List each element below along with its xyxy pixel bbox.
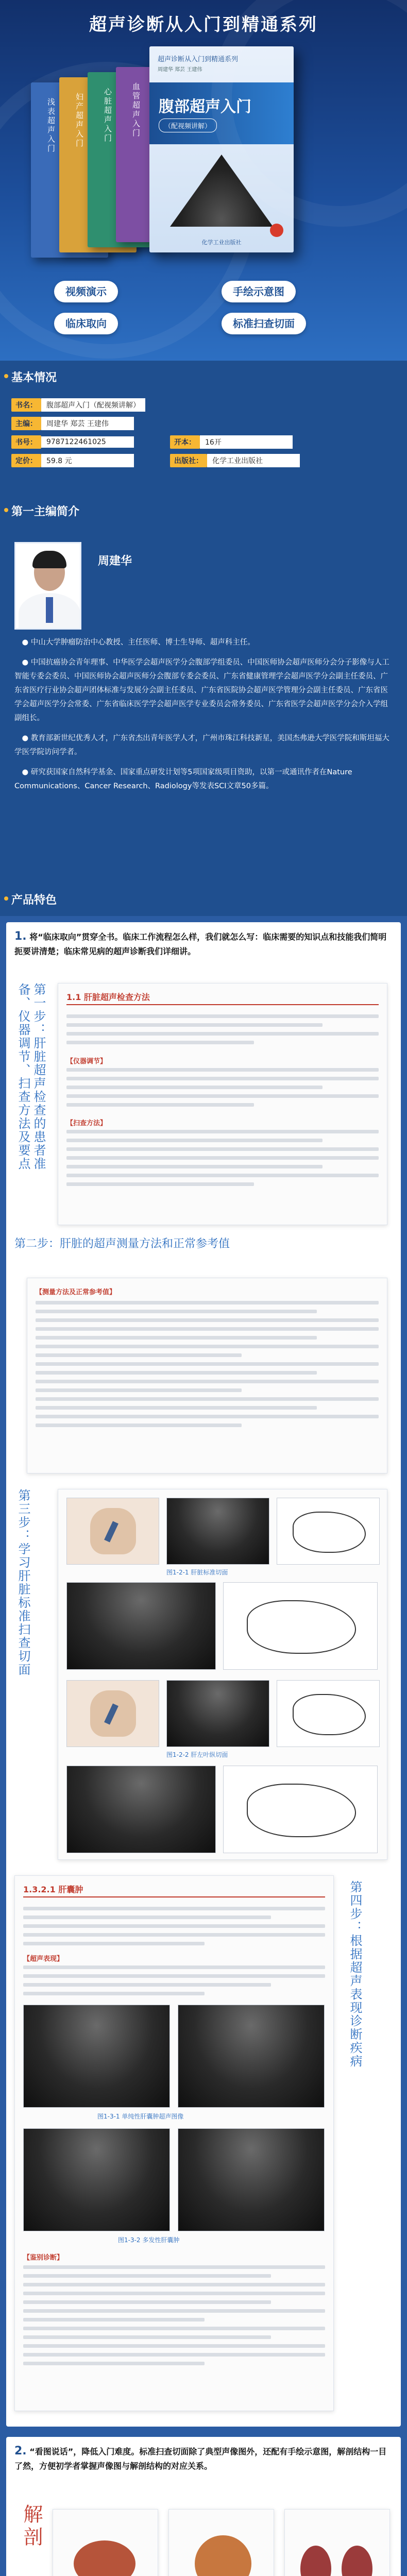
ultrasound-image [178, 2128, 325, 2231]
feature-intro [14, 929, 391, 959]
section-title: 第一主编简介 [11, 505, 80, 518]
cover-publisher: 化学工业出版社 [201, 239, 242, 246]
page-box-heading: 【仪器调节】 [66, 1058, 107, 1065]
book-page-1 [58, 983, 387, 1225]
author-bio [14, 636, 393, 800]
ultrasound-image [66, 1766, 216, 1853]
ultrasound-image [23, 2128, 170, 2231]
anatomy-illustrations [53, 2509, 393, 2576]
page-box-heading: 【超声表现】 [23, 1955, 64, 1963]
anatomy-drawing [284, 2509, 390, 2576]
figure-caption: 图1-3-2 多发性肝囊肿 [118, 2236, 180, 2244]
page-box-heading: 【鉴别诊断】 [23, 2254, 64, 2262]
feature-number: 1. [14, 930, 27, 943]
anatomy-label-big: 解剖 [20, 2504, 43, 2549]
info-key: 书名： [11, 398, 41, 412]
spine-label: 心脏超声入门 [103, 88, 112, 143]
ultrasound-image [178, 2005, 325, 2108]
info-row-price [11, 453, 134, 468]
cover-series: 超声诊断从入门到精通系列 [158, 56, 239, 63]
info-row-editors [11, 416, 134, 431]
info-value: 9787122461025 [41, 436, 134, 448]
page-section-title: 1.1 肝脏超声检查方法 [66, 992, 150, 1002]
author-header [0, 495, 407, 528]
section-title: 产品特色 [11, 894, 57, 907]
info-row-isbn [11, 435, 134, 449]
info-key: 主编： [11, 417, 41, 430]
info-key: 书号： [11, 435, 41, 449]
anatomy-label [18, 2504, 46, 2549]
basic-info [0, 394, 407, 495]
book-page-4 [14, 1875, 334, 2411]
spine-label: 浅表超声入门 [46, 98, 56, 154]
page-box-heading: 【测量方法及正常参考值】 [36, 1289, 116, 1296]
spine-label: 血管超声入门 [131, 82, 141, 138]
bio-paragraph: ● 中国抗癌协会青年理事、中华医学会超声医学分会腹部学组委员、中国医师协会超声医师分会分子影像与人工智能专委会委员、中国医师协会超声医师分会腹部专委会委员、广东省健康管理学会超声医学分会副主任委员、广东省医疗行业协会超声团体标准与发展分会副主任委员、广东省医院协会超声医学管理分会副主任委员、广东省医学会超声医学分会常委、广东省临床医学学会超声医学专业委员会常务委员、广东省医学会超声医学分会介入学组副组长。 [14, 658, 389, 722]
bullet-icon [4, 374, 8, 378]
hand-drawn-diagram [277, 1498, 380, 1565]
author-photo [14, 542, 81, 630]
hero-banner [0, 0, 407, 361]
author-profile [0, 528, 407, 883]
cover-title: 腹部超声入门 [159, 98, 251, 116]
cover-ultrasound-image [170, 155, 273, 227]
cover-authors: 周建华 郑芸 王建伟 [158, 67, 202, 73]
bio-paragraph: ● 研究获国家自然科学基金、国家重点研发计划等5项国家级项目资助，以第一或通讯作者在Nature Communications、Cancer Research、Radiology等发表SCI文章50多篇。 [14, 768, 352, 790]
ultrasound-image [23, 2005, 170, 2108]
info-row-publisher [170, 453, 300, 468]
hand-drawn-diagram [277, 1680, 380, 1747]
book-page-2 [27, 1278, 387, 1473]
book-cover [149, 46, 294, 252]
publisher-logo-icon [270, 224, 283, 237]
basic-info-header [0, 361, 407, 394]
features-header [0, 883, 407, 916]
feature-card-2 [6, 2437, 401, 2576]
feature-number: 2. [14, 2445, 27, 2458]
bio-paragraph: ● 中山大学肿瘤防治中心教授、主任医师、博士生导师、超声科主任。 [22, 638, 255, 647]
bullet-icon [4, 896, 8, 901]
info-row-title [11, 398, 145, 412]
tag-clinical: 临床取向 [54, 313, 118, 334]
scan-position-photo [66, 1680, 159, 1747]
info-key: 开本： [170, 435, 200, 449]
author-name: 周建华 [98, 555, 132, 568]
tag-standard-view: 标准扫查切面 [222, 313, 306, 334]
info-value: 腹部超声入门（配视频讲解） [41, 398, 145, 412]
info-value: 化学工业出版社 [207, 454, 300, 467]
figure-caption: 图1-2-1 肝脏标准切面 [166, 1569, 228, 1576]
step-3-label: 第三步：学习肝脏标准扫查切面 [16, 1489, 30, 1676]
info-key: 定价： [11, 454, 41, 467]
info-value: 16开 [200, 435, 293, 449]
section-title: 基本情况 [11, 371, 57, 384]
feature-text: “看图说话”，降低入门难度。标准扫查切面除了典型声像图外，还配有手绘示意图，解剖结构一目了然，方便初学者掌握声像图与解剖结构的对应关系。 [14, 2447, 387, 2471]
ultrasound-image [166, 1498, 269, 1565]
hand-drawn-diagram [223, 1582, 378, 1670]
step-2-label: 第二步：肝脏的超声测量方法和正常参考值 [14, 1238, 230, 1250]
feature-intro [14, 2444, 391, 2473]
info-value: 59.8 元 [41, 454, 134, 467]
info-row-format [170, 435, 293, 449]
scan-position-photo [66, 1498, 159, 1565]
hand-drawn-diagram [223, 1766, 378, 1853]
hero-title: 超声诊断从入门到精通系列 [89, 14, 318, 35]
cover-subtitle: （配视频讲解） [159, 118, 217, 132]
bio-text: 中山大学肿瘤防治中心教授、主任医师、博士生导师、超声科主任。 [30, 638, 255, 647]
info-value: 周建华 郑芸 王建伟 [41, 417, 134, 430]
spine-label: 妇产超声入门 [75, 93, 84, 148]
info-key: 出版社： [170, 454, 207, 467]
bio-text: 教育部新世纪优秀人才，广东省杰出青年医学人才，广州市珠江科技新星，美国杰弗逊大学医学院和斯坦福大学医学院访问学者。 [14, 734, 389, 756]
tag-video: 视频演示 [54, 281, 118, 302]
bio-text: 中国抗癌协会青年理事、中华医学会超声医学分会腹部学组委员、中国医师协会超声医师分会分子影像与人工智能专委会委员、中国医师协会超声医师分会腹部专委会委员、广东省健康管理学会超声医学分会副主任委员、广东省医疗行业协会超声团体标准与发展分会副主任委员、广东省医院协会超声医学管理分会副主任委员、广东省医学会超声医学分会常委、广东省临床医学学会超声医学专业委员会常务委员、广东省医学会超声医学分会介入学组副组长。 [14, 658, 389, 722]
ultrasound-image [166, 1680, 269, 1747]
feature-card-1 [6, 922, 401, 2427]
page-section-title: 1.3.2.1 肝囊肿 [23, 1885, 83, 1894]
bullet-icon [4, 508, 8, 512]
page-box-heading: 【扫查方法】 [66, 1120, 107, 1127]
ultrasound-image [66, 1582, 216, 1670]
anatomy-drawing [168, 2509, 274, 2576]
tag-hand-drawn: 手绘示意图 [222, 281, 296, 302]
book-page-3 [58, 1489, 387, 1860]
bio-text: 研究获国家自然科学基金、国家重点研发计划等5项国家级项目资助，以第一或通讯作者在Nature Communications、Cancer Research、Radiology等发表SCI文章50多篇。 [14, 768, 352, 790]
book-stack [31, 46, 381, 263]
feature-text: 将“临床取向”贯穿全书。临床工作流程怎么样，我们就怎么写：临床需要的知识点和技能我们简明扼要讲清楚；临床常见病的超声诊断我们详细讲。 [14, 932, 387, 956]
bio-paragraph: ● 教育部新世纪优秀人才，广东省杰出青年医学人才，广州市珠江科技新星，美国杰弗逊大学医学院和斯坦福大学医学院访问学者。 [14, 734, 389, 756]
anatomy-drawing [53, 2509, 158, 2576]
figure-caption: 图1-3-1 单纯性肝囊肿超声图像 [97, 2113, 184, 2120]
figure-caption: 图1-2-2 肝左叶纵切面 [166, 1751, 228, 1758]
step-1-label: 第一步：肝脏超声检查的患者准备、仪器调节、扫查方法及要点 [16, 983, 46, 1171]
features-section [0, 916, 407, 2576]
step-4-label: 第四步：根据超声表现诊断疾病 [348, 1880, 362, 2068]
